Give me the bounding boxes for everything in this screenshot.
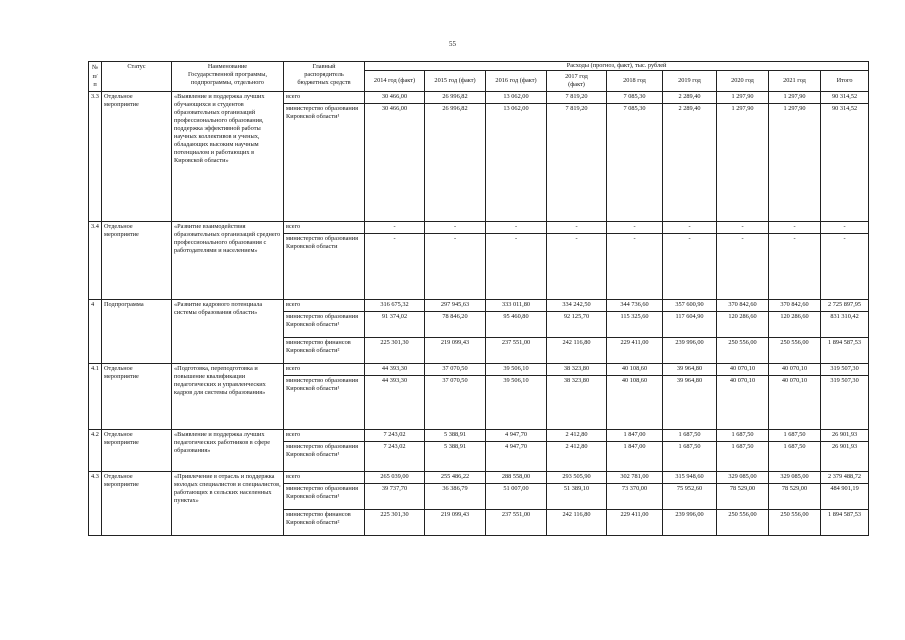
value-cell: 90 314,52 <box>821 92 869 104</box>
row-number: 4.2 <box>89 430 102 472</box>
value-cell: - <box>425 234 486 300</box>
value-cell: 329 085,00 <box>717 472 769 484</box>
value-cell: 1 297,90 <box>769 104 821 222</box>
value-cell: 39 964,80 <box>663 376 717 430</box>
value-cell: 2 379 488,72 <box>821 472 869 484</box>
value-cell: 37 070,50 <box>425 376 486 430</box>
value-cell: - <box>663 234 717 300</box>
value-cell: 239 996,00 <box>663 338 717 364</box>
value-cell: 229 411,00 <box>607 510 663 536</box>
value-cell: 225 301,30 <box>365 338 425 364</box>
row-status: Отдельное мероприятие <box>102 222 172 300</box>
value-cell: 7 243,02 <box>365 430 425 442</box>
row-admin: министерство финансов Кировской области² <box>284 510 365 536</box>
value-cell: 225 301,30 <box>365 510 425 536</box>
row-admin: всего <box>284 430 365 442</box>
row-number: 3.4 <box>89 222 102 300</box>
value-cell: 1 894 587,53 <box>821 510 869 536</box>
value-cell: 1 847,00 <box>607 442 663 472</box>
row-admin: министерство образования Кировской области¹ <box>284 442 365 472</box>
table-row <box>89 222 869 234</box>
value-cell: 344 736,60 <box>607 300 663 312</box>
value-cell: 26 901,93 <box>821 430 869 442</box>
row-number: 4 <box>89 300 102 364</box>
value-cell: 237 551,00 <box>486 338 547 364</box>
value-cell: - <box>607 222 663 234</box>
table-row <box>89 472 869 484</box>
row-admin: всего <box>284 300 365 312</box>
row-name: «Привлечение в отрасль и поддержка молодых специалистов и специалистов, работающих в сельских населенных пунктах» <box>172 472 284 536</box>
value-cell: 7 085,30 <box>607 104 663 222</box>
value-cell: 1 847,00 <box>607 430 663 442</box>
row-number: 3.3 <box>89 92 102 222</box>
value-cell: 239 996,00 <box>663 510 717 536</box>
value-cell: 1 687,50 <box>769 442 821 472</box>
value-cell: 51 389,10 <box>547 484 607 510</box>
value-cell: - <box>821 222 869 234</box>
table-row <box>89 92 869 104</box>
page-number: 55 <box>449 40 456 48</box>
value-cell: 302 781,00 <box>607 472 663 484</box>
header-year: 2018 год <box>607 71 663 92</box>
row-status: Отдельное мероприятие <box>102 92 172 222</box>
value-cell: 242 116,80 <box>547 510 607 536</box>
value-cell: 265 039,00 <box>365 472 425 484</box>
table-row <box>89 430 869 442</box>
value-cell: 115 325,60 <box>607 312 663 338</box>
value-cell: 370 842,60 <box>769 300 821 312</box>
value-cell: 242 116,80 <box>547 338 607 364</box>
value-cell: 39 737,70 <box>365 484 425 510</box>
header-expenses: Расходы (прогноз, факт), тыс. рублей <box>365 62 869 71</box>
value-cell: 5 388,91 <box>425 442 486 472</box>
row-status: Отдельное мероприятие <box>102 430 172 472</box>
value-cell: 44 393,30 <box>365 376 425 430</box>
value-cell: 13 062,00 <box>486 92 547 104</box>
value-cell: 26 901,93 <box>821 442 869 472</box>
value-cell: 39 506,10 <box>486 376 547 430</box>
row-status: Подпрограмма <box>102 300 172 364</box>
row-name: «Выявление и поддержка лучших обучающихся и студентов образовательных организаций профессионального образования, поддержка эффективной работы научных коллективов и ученых, обладающих высоким научным потенциалом и работающих в Кировской области» <box>172 92 284 222</box>
value-cell: 250 556,00 <box>769 338 821 364</box>
row-name: «Выявление и поддержка лучших педагогических работников в сфере образования» <box>172 430 284 472</box>
value-cell: 30 466,00 <box>365 104 425 222</box>
value-cell: 2 289,40 <box>663 104 717 222</box>
value-cell: 13 062,00 <box>486 104 547 222</box>
row-admin: министерство образования Кировской области¹ <box>284 104 365 222</box>
value-cell: 1 687,50 <box>769 430 821 442</box>
value-cell: 38 323,80 <box>547 376 607 430</box>
value-cell: 36 386,79 <box>425 484 486 510</box>
value-cell: 7 085,30 <box>607 92 663 104</box>
value-cell: - <box>547 222 607 234</box>
value-cell: - <box>663 222 717 234</box>
value-cell: - <box>425 222 486 234</box>
value-cell: 7 243,02 <box>365 442 425 472</box>
value-cell: - <box>821 234 869 300</box>
value-cell: - <box>717 234 769 300</box>
value-cell: 2 412,80 <box>547 430 607 442</box>
value-cell: 2 289,40 <box>663 92 717 104</box>
value-cell: 1 687,50 <box>717 442 769 472</box>
value-cell: - <box>607 234 663 300</box>
header-year: Итого <box>821 71 869 92</box>
value-cell: 319 507,30 <box>821 364 869 376</box>
value-cell: 117 604,90 <box>663 312 717 338</box>
value-cell: 229 411,00 <box>607 338 663 364</box>
header-year: 2019 год <box>663 71 717 92</box>
value-cell: 333 011,80 <box>486 300 547 312</box>
value-cell: 90 314,52 <box>821 104 869 222</box>
row-admin: всего <box>284 222 365 234</box>
row-name: «Развитие кадрового потенциала системы образования области» <box>172 300 284 364</box>
value-cell: 293 505,90 <box>547 472 607 484</box>
value-cell: - <box>769 222 821 234</box>
row-admin: всего <box>284 472 365 484</box>
value-cell: 44 393,30 <box>365 364 425 376</box>
value-cell: 40 108,60 <box>607 376 663 430</box>
value-cell: 1 687,50 <box>717 430 769 442</box>
value-cell: 4 947,70 <box>486 442 547 472</box>
row-admin: министерство образования Кировской области¹ <box>284 484 365 510</box>
header-year: 2017 год (факт) <box>547 71 607 92</box>
value-cell: 1 297,90 <box>717 92 769 104</box>
value-cell: 30 466,00 <box>365 92 425 104</box>
value-cell: - <box>486 222 547 234</box>
value-cell: 250 556,00 <box>769 510 821 536</box>
value-cell: 219 099,43 <box>425 510 486 536</box>
value-cell: 329 085,00 <box>769 472 821 484</box>
value-cell: 37 070,50 <box>425 364 486 376</box>
value-cell: 250 556,00 <box>717 338 769 364</box>
header-name: Наименование Государственной программы, подпрограммы, отдельного <box>172 62 284 92</box>
header-year: 2015 год (факт) <box>425 71 486 92</box>
value-cell: 4 947,70 <box>486 430 547 442</box>
value-cell: 288 558,00 <box>486 472 547 484</box>
value-cell: 78 529,00 <box>717 484 769 510</box>
header-year: 2016 год (факт) <box>486 71 547 92</box>
value-cell: 219 099,43 <box>425 338 486 364</box>
header-year: 2021 год <box>769 71 821 92</box>
value-cell: 1 297,90 <box>769 92 821 104</box>
value-cell: 51 007,00 <box>486 484 547 510</box>
value-cell: 91 374,02 <box>365 312 425 338</box>
value-cell: 1 894 587,53 <box>821 338 869 364</box>
value-cell: 316 675,32 <box>365 300 425 312</box>
row-admin: всего <box>284 364 365 376</box>
row-name: «Подготовка, переподготовка и повышение квалификации педагогических и управленческих кадров для системы образования» <box>172 364 284 430</box>
value-cell: 40 070,10 <box>717 364 769 376</box>
header-year: 2014 год (факт) <box>365 71 425 92</box>
row-number: 4.1 <box>89 364 102 430</box>
value-cell: 75 952,60 <box>663 484 717 510</box>
row-number: 4.3 <box>89 472 102 536</box>
value-cell: 315 948,60 <box>663 472 717 484</box>
value-cell: 38 323,80 <box>547 364 607 376</box>
value-cell: 120 286,60 <box>717 312 769 338</box>
table-row <box>89 300 869 312</box>
value-cell: - <box>365 222 425 234</box>
value-cell: 237 551,00 <box>486 510 547 536</box>
row-admin: всего <box>284 92 365 104</box>
header-status: Статус <box>102 62 172 92</box>
value-cell: 39 964,80 <box>663 364 717 376</box>
value-cell: 7 819,20 <box>547 92 607 104</box>
table-row <box>89 364 869 376</box>
value-cell: 120 286,60 <box>769 312 821 338</box>
value-cell: 40 070,10 <box>769 376 821 430</box>
value-cell: 334 242,50 <box>547 300 607 312</box>
value-cell: - <box>365 234 425 300</box>
value-cell: 40 070,10 <box>717 376 769 430</box>
value-cell: 2 725 897,95 <box>821 300 869 312</box>
header-admin: Главный распорядитель бюджетных средств <box>284 62 365 92</box>
header-num: № п/п <box>89 62 102 92</box>
value-cell: 255 486,22 <box>425 472 486 484</box>
value-cell: 297 945,63 <box>425 300 486 312</box>
value-cell: 250 556,00 <box>717 510 769 536</box>
value-cell: 5 388,91 <box>425 430 486 442</box>
value-cell: - <box>547 234 607 300</box>
value-cell: 357 600,90 <box>663 300 717 312</box>
row-status: Отдельное мероприятие <box>102 472 172 536</box>
value-cell: 95 460,80 <box>486 312 547 338</box>
value-cell: 1 687,50 <box>663 442 717 472</box>
row-admin: министерство финансов Кировской области² <box>284 338 365 364</box>
value-cell: 7 819,20 <box>547 104 607 222</box>
header-year: 2020 год <box>717 71 769 92</box>
row-admin: министерство образования Кировской области <box>284 234 365 300</box>
value-cell: 26 996,82 <box>425 92 486 104</box>
value-cell: 26 996,82 <box>425 104 486 222</box>
value-cell: - <box>486 234 547 300</box>
value-cell: - <box>769 234 821 300</box>
value-cell: 78 846,20 <box>425 312 486 338</box>
row-name: «Развитие взаимодействия образовательных организаций среднего профессионального образования с работодателями и населением» <box>172 222 284 300</box>
value-cell: 831 310,42 <box>821 312 869 338</box>
value-cell: 92 125,70 <box>547 312 607 338</box>
row-admin: министерство образования Кировской области¹ <box>284 376 365 430</box>
value-cell: 73 370,00 <box>607 484 663 510</box>
value-cell: 319 507,30 <box>821 376 869 430</box>
row-admin: министерство образования Кировской области¹ <box>284 312 365 338</box>
value-cell: - <box>717 222 769 234</box>
value-cell: 78 529,00 <box>769 484 821 510</box>
value-cell: 1 297,90 <box>717 104 769 222</box>
value-cell: 2 412,80 <box>547 442 607 472</box>
value-cell: 1 687,50 <box>663 430 717 442</box>
value-cell: 370 842,60 <box>717 300 769 312</box>
value-cell: 40 108,60 <box>607 364 663 376</box>
value-cell: 40 070,10 <box>769 364 821 376</box>
budget-table <box>88 61 869 536</box>
value-cell: 39 506,10 <box>486 364 547 376</box>
value-cell: 484 901,19 <box>821 484 869 510</box>
row-status: Отдельное мероприятие <box>102 364 172 430</box>
